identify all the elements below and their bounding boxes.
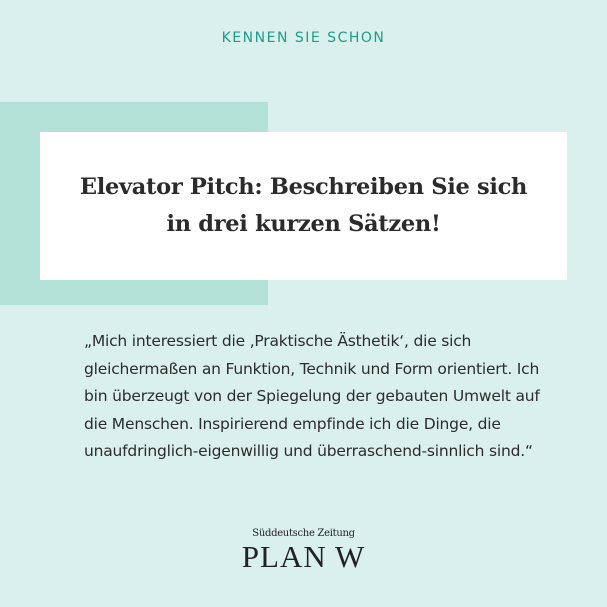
- section-kicker: KENNEN SIE SCHON: [221, 30, 386, 46]
- card-title: Elevator Pitch: Beschreiben Sie sich in drei kurzen Sätzen!: [79, 174, 528, 237]
- brand-product: PLAN W: [241, 539, 366, 574]
- quote-text: „Mich interessiert die ‚Praktische Ästhetik‘, die sich gleichermaßen an Funktion, Technik und Form orientiert. Ich bin überzeugt von der Spiegelung der gebauten Umwelt auf die Menschen. Inspirierend empfinde ich die Dinge, die unaufdringlich-eigenwillig und überraschend-sinnlich sind.“: [84, 332, 540, 460]
- brand-publisher: Süddeutsche Zeitung: [252, 528, 355, 539]
- brand-logo: [0, 528, 607, 574]
- title-card: [40, 132, 567, 280]
